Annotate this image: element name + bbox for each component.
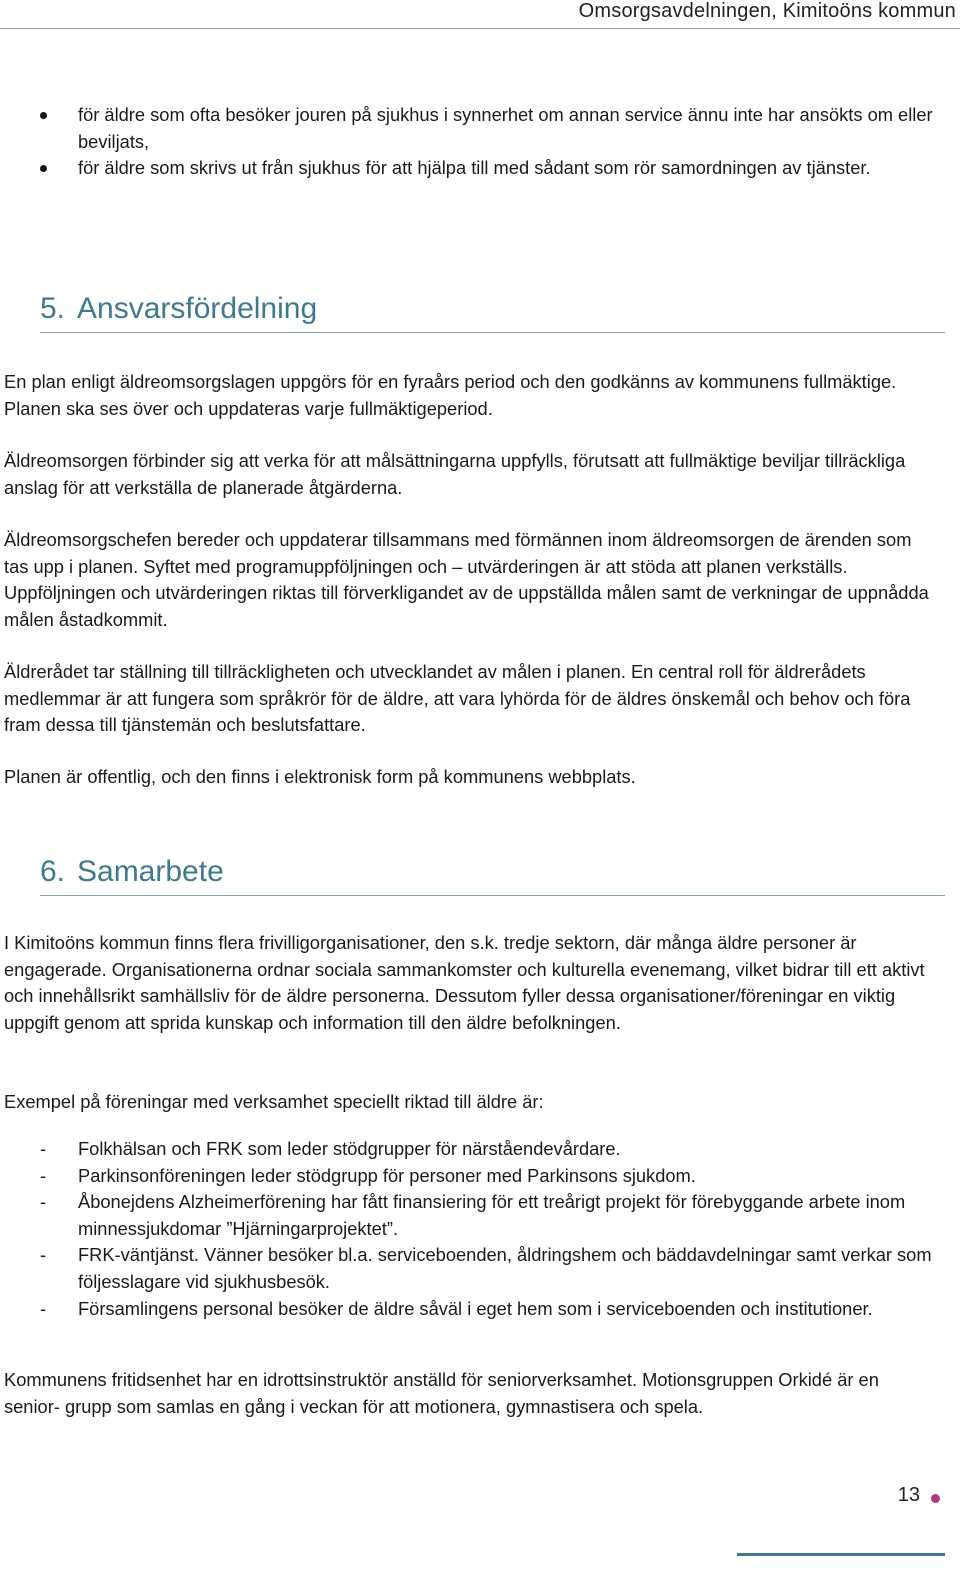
list-item: - Folkhälsan och FRK som leder stödgrupper för närståendevårdare.: [0, 1136, 935, 1163]
section-6-closing-paragraph: Kommunens fritidsenhet har en idrottsinstruktör anställd för seniorverksamhet. Motionsgruppen Orkidé är en senior- grupp som samlas en gång i veckan för att motionera, gymnastisera och spela.: [4, 1369, 879, 1417]
page-number: 13: [897, 1484, 920, 1506]
section-5-paragraph-1: En plan enligt äldreomsorgslagen uppgörs för en fyraårs period och den godkänns av kommunens fullmäktige. Planen ska ses över och uppdateras varje fullmäktigeperiod.: [4, 371, 897, 419]
section-5-heading: [40, 292, 945, 333]
list-item: - Församlingens personal besöker de äldre såväl i eget hem som i serviceboenden och institutioner.: [0, 1296, 935, 1323]
list-item: - Parkinsonföreningen leder stödgrupp för personer med Parkinsons sjukdom.: [0, 1163, 935, 1190]
list-item: - Åbonejdens Alzheimerförening har fått finansiering för ett treårigt projekt för förebyggande arbete inom minnessjukdomar ”Hjärningarprojektet”.: [0, 1189, 935, 1242]
section-5-paragraph-3: Äldreomsorgschefen bereder och uppdaterar tillsammans med förmännen inom äldreomsorgen de ärenden som tas upp i planen. Syftet med programuppföljningen och – utvärderingen är att stöda att planen verkställs. Uppföljningen och utvärderingen riktas till förverkligandet av de uppställda målen samt de verkningar de uppnådda målen åstadkommit.: [4, 529, 929, 630]
section-5-title: Ansvarsfördelning: [77, 292, 318, 325]
page-header: [0, 0, 960, 29]
section-6-paragraph-1: I Kimitoöns kommun finns flera frivilligorganisationer, den s.k. tredje sektorn, där många äldre personer är engagerade. Organisationerna ordnar sociala sammankomster och kulturella evenemang, vilket bidrar till ett aktivt och innehållsrikt samhällsliv för de äldre personerna. Dessutom fyller dessa organisationer/föreningar en viktig uppgift genom att sprida kunskap och information till den äldre befolkningen.: [4, 932, 925, 1033]
section-5-paragraph-4: Äldrerådet tar ställning till tillräckligheten och utvecklandet av målen i planen. En central roll för äldrerådets medlemmar är att fungera som språkrör för de äldre, att vara lyhörda för de äldres önskemål och behov och föra fram dessa till tjänstemän och beslutsfattare.: [4, 661, 911, 736]
section-6-heading: [40, 855, 945, 896]
section-6-title: Samarbete: [77, 855, 224, 888]
header-title: Omsorgsavdelningen, Kimitoöns kommun: [578, 0, 956, 22]
section-6-number: 6.: [40, 855, 66, 888]
section-5-number: 5.: [40, 292, 66, 325]
association-list: [0, 1136, 935, 1322]
bullet-item: för äldre som skrivs ut från sjukhus för att hjälpa till med sådant som rör samordningen av tjänster.: [0, 155, 935, 182]
section-5-paragraph-2: Äldreomsorgen förbinder sig att verka för att målsättningarna uppfylls, förutsatt att fullmäktige beviljar tillräckliga anslag för att verkställa de planerade åtgärderna.: [4, 450, 906, 498]
bullet-list: [0, 102, 935, 182]
footer-divider: [737, 1553, 945, 1556]
bullet-item: för äldre som ofta besöker jouren på sjukhus i synnerhet om annan service ännu inte har ansökts om eller beviljats,: [0, 102, 935, 155]
list-item: - FRK-väntjänst. Vänner besöker bl.a. serviceboenden, åldringshem och bäddavdelningar samt verkar som följesslagare vid sjukhusbesök.: [0, 1242, 935, 1295]
section-5-paragraph-5: Planen är offentlig, och den finns i elektronisk form på kommunens webbplats.: [4, 766, 636, 787]
section-6-paragraph-2: Exempel på föreningar med verksamhet speciellt riktad till äldre är:: [4, 1091, 544, 1112]
page-number-dot-icon: [931, 1494, 940, 1503]
